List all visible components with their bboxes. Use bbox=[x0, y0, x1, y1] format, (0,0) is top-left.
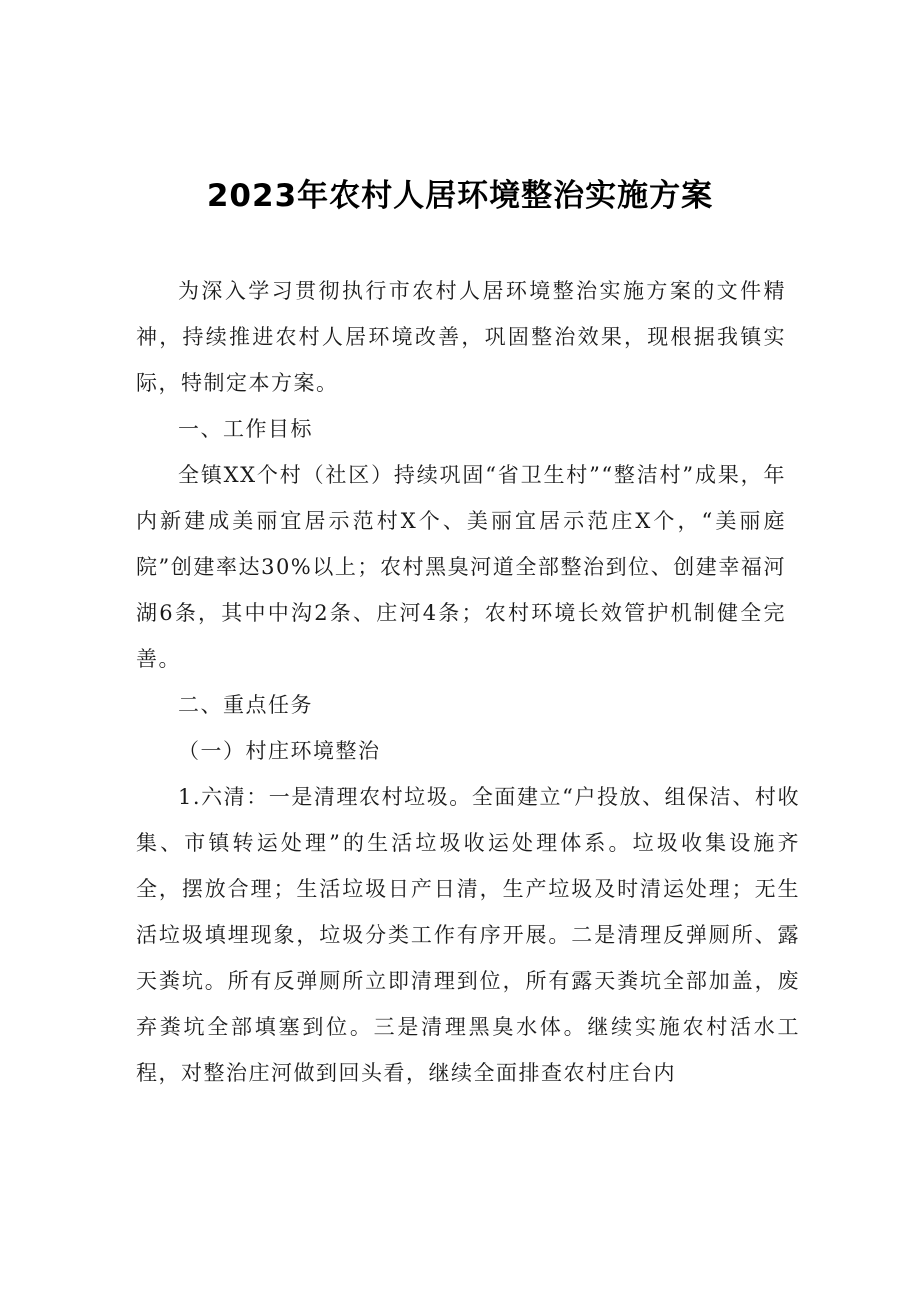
document-title: 2023年农村人居环境整治实施方案 bbox=[206, 178, 714, 214]
tasks-paragraph: 1.六清：一是清理农村垃圾。全面建立“户投放、组保洁、村收集、市镇转运处理”的生活垃圾收运处理体系。垃圾收集设施齐全，摆放合理；生活垃圾日产日清，生产垃圾及时清运处理；无生活垃圾填埋现象，垃圾分类工作有序开展。二是清理反弹厕所、露天粪坑。所有反弹厕所立即清理到位，所有露天粪坑全部加盖，废弃粪坑全部填塞到位。三是清理黑臭水体。继续实施农村活水工程，对整治庄河做到回头看，继续全面排查农村庄台内 bbox=[136, 785, 800, 1085]
section-heading-tasks: 二、重点任务 bbox=[178, 693, 313, 717]
intro-paragraph: 为深入学习贯彻执行市农村人居环境整治实施方案的文件精神，持续推进农村人居环境改善，巩固整治效果，现根据我镇实际，特制定本方案。 bbox=[136, 279, 786, 395]
subsection-heading-village: （一）村庄环境整治 bbox=[178, 739, 381, 763]
section-heading-goals: 一、工作目标 bbox=[178, 417, 313, 441]
document-body bbox=[136, 268, 800, 1096]
goals-paragraph: 全镇XX个村（社区）持续巩固“省卫生村”“整洁村”成果，年内新建成美丽宜居示范村X个、美丽宜居示范庄X个，“美丽庭院”创建率达30%以上；农村黑臭河道全部整治到位、创建幸福河湖6条，其中中沟2条、庄河4条；农村环境长效管护机制健全完善。 bbox=[136, 463, 786, 671]
